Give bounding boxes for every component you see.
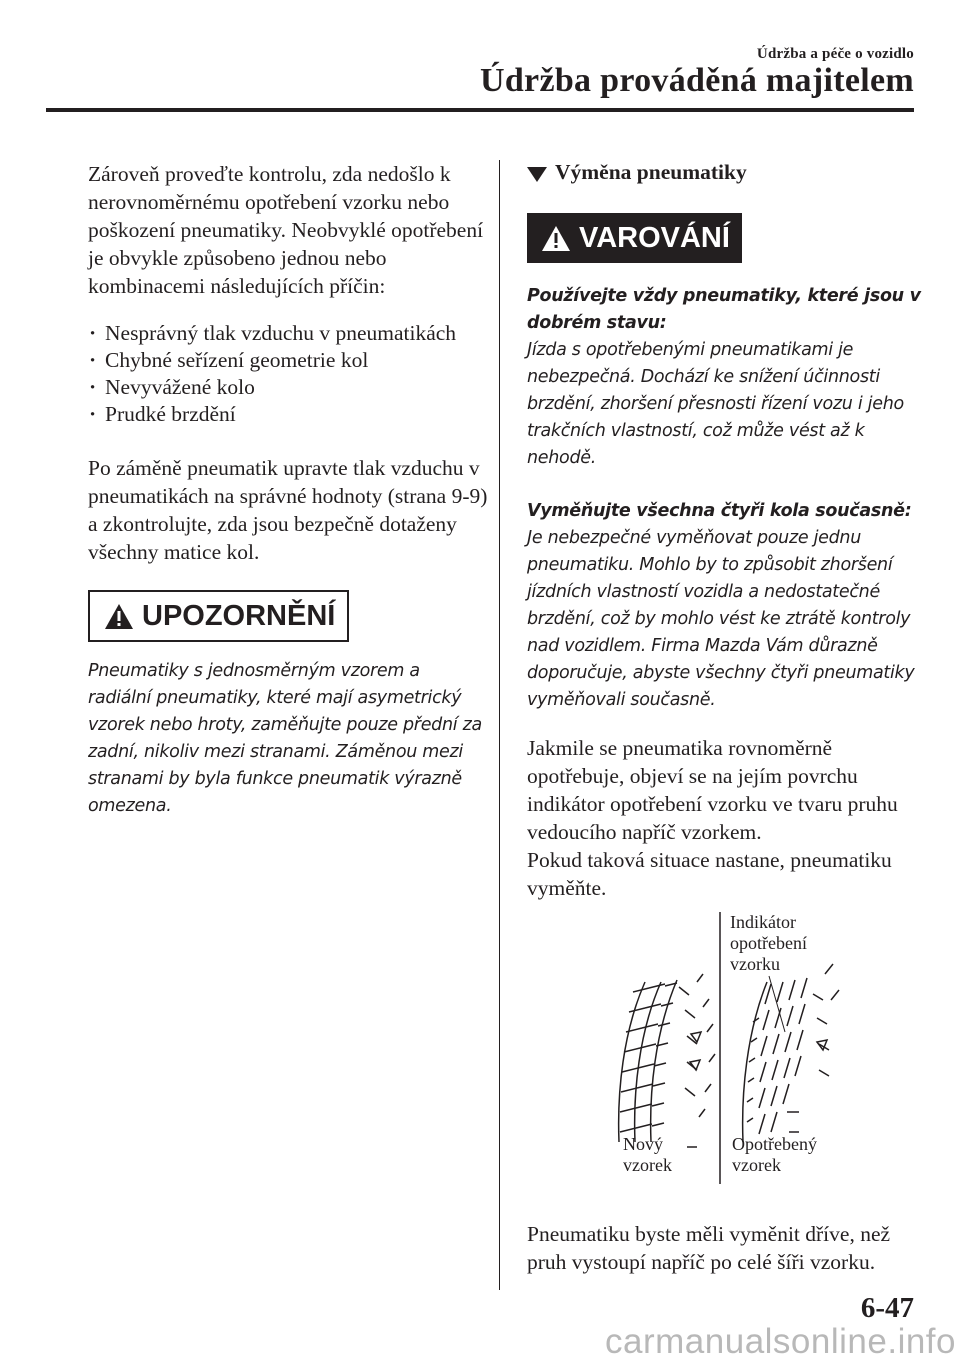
section-title: Výměna pneumatiky xyxy=(555,160,747,184)
warning-box xyxy=(527,213,742,263)
header-chapter-title: Údržba prováděná majitelem xyxy=(479,62,914,99)
page-number: 6-47 xyxy=(860,1292,914,1324)
tread-illustration xyxy=(527,912,922,1202)
list-item: · Prudké brzdění xyxy=(88,401,488,428)
replace-text: Pokud taková situace nastane, pneumatiku vyměňte. xyxy=(527,848,892,900)
warning-2-heading: Vyměňujte všechna čtyři kola současně: xyxy=(527,501,912,521)
caution-box xyxy=(88,590,349,642)
section-marker-icon xyxy=(527,167,547,182)
list-item: · Nesprávný tlak vzduchu v pneumatikách xyxy=(88,320,488,347)
indicator-text: Jakmile se pneumatika rovnoměrně opotřebuje, objeví se na jejím povrchu indikátor opotřebení vzorku ve tvaru pruhu vedoucího napříč vzorkem. xyxy=(527,736,898,844)
closing-paragraph: Pneumatiku byste měli vyměnit dříve, než pruh vystoupí napříč po celé šíři vzorku. xyxy=(527,1222,891,1274)
warning-1-heading: Používejte vždy pneumatiky, které jsou v dobrém stavu: xyxy=(527,286,921,333)
indicator-paragraph xyxy=(527,734,922,902)
label-line: vzorek xyxy=(623,1155,672,1175)
header-rule xyxy=(46,108,914,112)
label-line: vzorku xyxy=(730,954,780,974)
warning-triangle-icon xyxy=(104,603,134,630)
label-line: vzorek xyxy=(732,1155,781,1175)
warning-2-text: Je nebezpečné vyměňovat pouze jednu pneumatiku. Mohlo by to způsobit zhoršení jízdních vlastností vozidla a nedostatečné brzdění, což by mohlo vést ke ztrátě kontroly nad vozidlem. Firma Mazda Vám důrazně doporučuje, abyste všechny čtyři pneumatiky vyměňovali současně. xyxy=(527,528,915,710)
caution-header xyxy=(88,590,488,642)
watermark: carmanualsonline.info xyxy=(605,1322,956,1361)
header-section-label: Údržba a péče o vozidlo xyxy=(756,46,914,62)
intro-paragraph: Zároveň proveďte kontrolu, zda nedošlo k nerovnoměrnému opotřebení vzorku nebo poškození pneumatiky. Neobvyklé opotřebení je obvykle způsobeno jednou nebo kombinacemi následujících příčin: xyxy=(88,162,484,298)
column-divider xyxy=(499,160,500,1290)
warning-title: VAROVÁNÍ xyxy=(579,221,730,254)
worn-tread-label xyxy=(732,1134,817,1176)
caution-title: UPOZORNĚNÍ xyxy=(142,599,336,632)
label-line: Opotřebený xyxy=(732,1134,817,1154)
new-tread-label xyxy=(623,1134,672,1176)
right-column xyxy=(527,160,922,1276)
left-column xyxy=(88,160,488,820)
warning-header xyxy=(527,213,922,263)
label-line: opotřebení xyxy=(730,933,807,953)
section-heading xyxy=(527,160,922,185)
label-line: Nový xyxy=(623,1134,663,1154)
rotation-paragraph: Po záměně pneumatik upravte tlak vzduchu v pneumatikách na správné hodnoty (strana 9-9) a zkontrolujte, zda jsou bezpečně dotaženy všechny matice kol. xyxy=(88,456,488,564)
warning-block-1 xyxy=(527,283,922,472)
indicator-label xyxy=(730,912,807,975)
list-item: · Nevyvážené kolo xyxy=(88,374,488,401)
cause-list xyxy=(88,320,488,428)
tread-wear-figure xyxy=(527,912,922,1202)
label-line: Indikátor xyxy=(730,912,796,932)
warning-triangle-icon xyxy=(541,225,571,252)
warning-1-text: Jízda s opotřebenými pneumatikami je nebezpečná. Dochází ke snížení účinnosti brzdění, zhoršení přesnosti řízení vozu i jeho trakčních vlastností, což může vést až k nehodě. xyxy=(527,340,904,468)
list-item: · Chybné seřízení geometrie kol xyxy=(88,347,488,374)
caution-text: Pneumatiky s jednosměrným vzorem a radiální pneumatiky, které mají asymetrický vzorek nebo hroty, zaměňujte pouze přední za zadní, nikoliv mezi stranami. Záměnou mezi stranami by byla funkce pneumatik výrazně omezena. xyxy=(88,661,482,816)
warning-block-2 xyxy=(527,498,922,714)
